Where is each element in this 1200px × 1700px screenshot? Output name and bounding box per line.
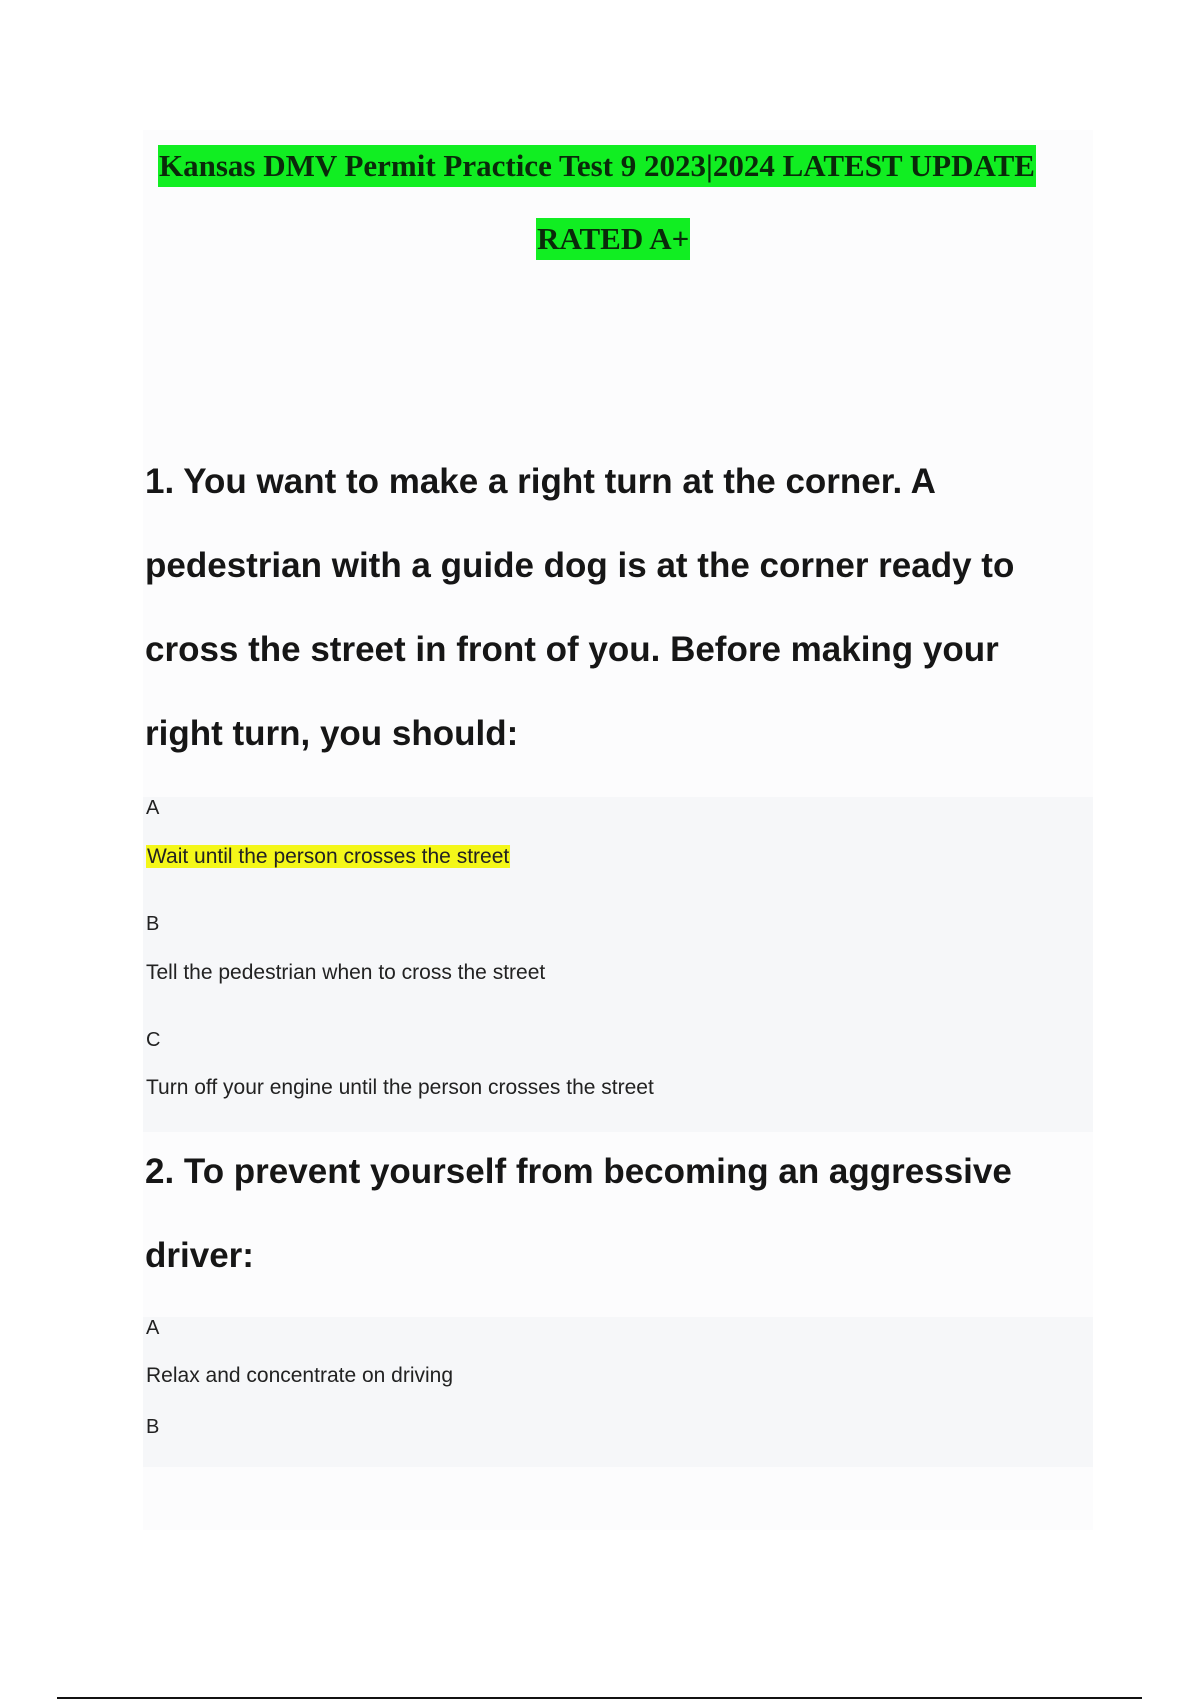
option-b-text: Tell the pedestrian when to cross the street	[146, 961, 546, 984]
page-bottom-rule	[57, 1697, 1142, 1699]
question-2: 2. To prevent yourself from becoming an aggressive driver:	[145, 1152, 1012, 1275]
title-line-2: RATED A+	[536, 218, 690, 260]
option-letter-b: B	[146, 1416, 160, 1438]
option-c-text: Turn off your engine until the person crosses the street	[146, 1076, 654, 1099]
correct-answer-highlight: Wait until the person crosses the street	[147, 845, 510, 868]
option-letter-c: C	[146, 1029, 161, 1051]
question-2-options	[143, 1317, 1093, 1467]
option-a-text	[146, 845, 510, 869]
question-1-options	[143, 797, 1093, 1132]
question-1: 1. You want to make a right turn at the corner. A pedestrian with a guide dog is at the corner ready to cross the street in front of you. Before making your right turn, you should:	[145, 462, 1015, 753]
title-line-1: Kansas DMV Permit Practice Test 9 2023|2024 LATEST UPDATE	[158, 145, 1036, 187]
option-a-text: Relax and concentrate on driving	[146, 1364, 454, 1387]
option-letter-a: A	[146, 1317, 160, 1339]
option-letter-b: B	[146, 913, 160, 935]
option-letter-a: A	[146, 797, 160, 819]
